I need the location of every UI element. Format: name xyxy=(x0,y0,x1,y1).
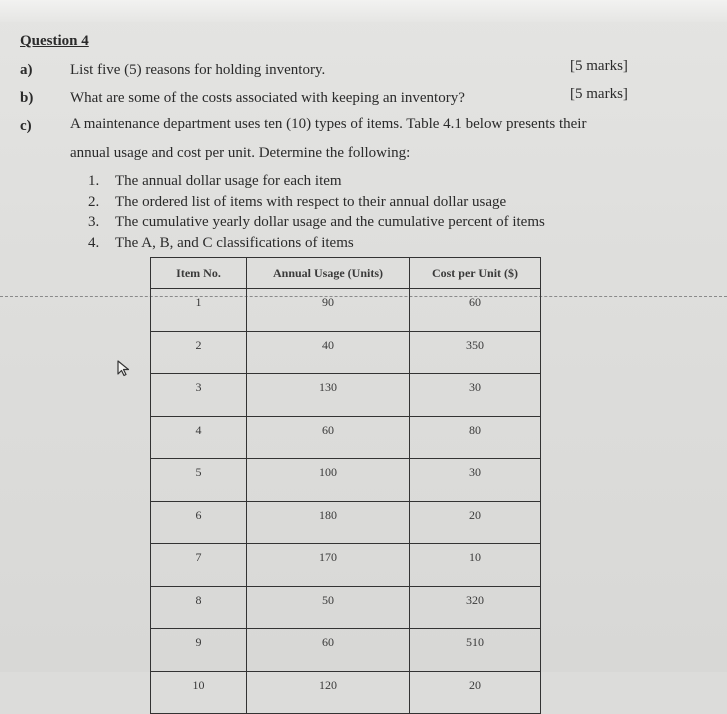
cell-cost: 30 xyxy=(410,459,541,502)
cell-usage: 50 xyxy=(247,586,410,629)
task-item: 3. The cumulative yearly dollar usage and the cumulative percent of items xyxy=(88,214,545,230)
table-row xyxy=(151,544,541,587)
cell-item: 6 xyxy=(151,501,247,544)
cell-item: 8 xyxy=(151,586,247,629)
cell-usage: 130 xyxy=(247,374,410,417)
cell-usage: 180 xyxy=(247,501,410,544)
table-row xyxy=(151,586,541,629)
cell-item: 7 xyxy=(151,544,247,587)
cell-usage: 100 xyxy=(247,459,410,502)
task-item: 2. The ordered list of items with respect to their annual dollar usage xyxy=(88,193,507,210)
cell-usage: 40 xyxy=(247,331,410,374)
part-a-marks: [5 marks] xyxy=(570,58,628,74)
part-c-text-line1: A maintenance department uses ten (10) types of items. Table 4.1 below presents their xyxy=(70,116,587,132)
part-c-text-line2: annual usage and cost per unit. Determine the following: xyxy=(70,145,411,161)
table-row xyxy=(151,289,541,332)
header-cost-per-unit: Cost per Unit ($) xyxy=(410,258,541,289)
cell-cost: 350 xyxy=(410,331,541,374)
cell-cost: 510 xyxy=(410,629,541,672)
table-row xyxy=(151,416,541,459)
part-b-letter: b) xyxy=(20,90,34,106)
cell-cost: 80 xyxy=(410,416,541,459)
cell-cost: 10 xyxy=(410,544,541,587)
cell-usage: 120 xyxy=(247,671,410,714)
mouse-pointer-icon xyxy=(116,359,132,382)
part-b-marks: [5 marks] xyxy=(570,86,628,102)
task-item: 4. The A, B, and C classifications of items xyxy=(88,234,354,251)
cell-usage: 90 xyxy=(247,289,410,332)
table-row xyxy=(151,629,541,672)
part-a-text: List five (5) reasons for holding inventory. xyxy=(70,62,326,78)
cell-item: 3 xyxy=(151,374,247,417)
task-item: 1. The annual dollar usage for each item xyxy=(88,173,342,189)
header-item-no: Item No. xyxy=(151,258,247,289)
table-row xyxy=(151,671,541,714)
table-header-row xyxy=(151,258,541,289)
table-row xyxy=(151,374,541,417)
cell-item: 4 xyxy=(151,416,247,459)
cell-item: 10 xyxy=(151,671,247,714)
cell-usage: 170 xyxy=(247,544,410,587)
table-row xyxy=(151,331,541,374)
cell-cost: 60 xyxy=(410,289,541,332)
cell-cost: 30 xyxy=(410,374,541,417)
task-list xyxy=(88,171,545,253)
table-row xyxy=(151,501,541,544)
cell-cost: 320 xyxy=(410,586,541,629)
cell-cost: 20 xyxy=(410,671,541,714)
cell-usage: 60 xyxy=(247,629,410,672)
cell-item: 1 xyxy=(151,289,247,332)
inventory-table xyxy=(150,257,541,714)
table-row xyxy=(151,459,541,502)
cell-item: 9 xyxy=(151,629,247,672)
header-annual-usage: Annual Usage (Units) xyxy=(247,258,410,289)
page-top-edge xyxy=(0,0,727,22)
part-c-letter: c) xyxy=(20,118,32,134)
inventory-table-wrapper xyxy=(150,257,541,714)
cell-cost: 20 xyxy=(410,501,541,544)
cell-item: 2 xyxy=(151,331,247,374)
question-title: Question 4 xyxy=(20,33,89,49)
part-a-letter: a) xyxy=(20,62,33,78)
cell-item: 5 xyxy=(151,459,247,502)
cell-usage: 60 xyxy=(247,416,410,459)
part-b-text: What are some of the costs associated with keeping an inventory? xyxy=(70,90,465,106)
